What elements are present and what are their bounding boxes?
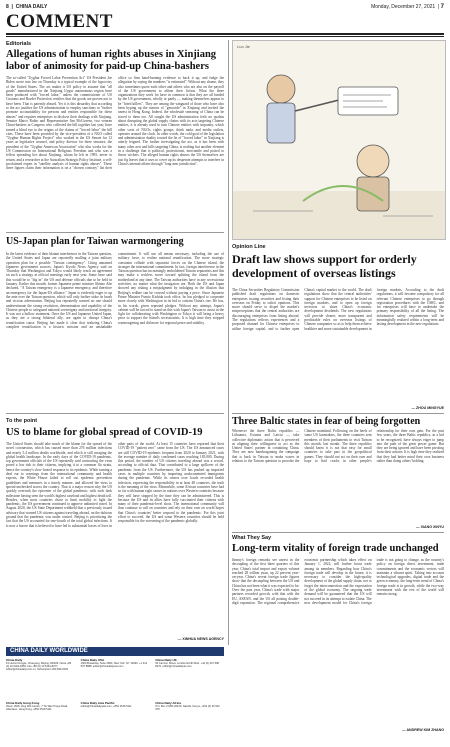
- divider: [6, 413, 224, 414]
- cartoon-illustration: [233, 41, 445, 239]
- editorial-2-headline: US-Japan plan for Taiwan warmongering: [6, 236, 184, 247]
- to-the-point-credit: — XINHUA NEWS AGENCY: [177, 637, 224, 641]
- contact-block: China Daily UK 90 Cannon Street, London EC4N 6HA, +44 (0) 207 398 8270, editor@chinadailyuk.com: [155, 659, 219, 669]
- page-number-right: 7: [440, 4, 444, 10]
- contact-block: China Daily 15 Huixin Dongjie, Chaoyang, Beijing 100029, News +86 (0) 10 6491-8366, Fax +86 (0) 10 6491-8377, editor@chinadaily.com.cn, Subscription 400 699-0203: [6, 659, 72, 672]
- to-the-point-headline: US to blame for global spread of COVID-19: [6, 427, 203, 438]
- editorial-cartoon: [232, 40, 446, 240]
- divider: [232, 532, 444, 533]
- baltic-body: Whenever the three Baltic republics — Lithuania, Estonia and Latvia — take collective diplomatic action that is perceived as aligning their willingness to act as the United States' partner in containing China. They are now bandwagoning the campaign that is back in Taiwan to make waves in relation to the Taiwan question to provoke the Chinese mainland. Following on the heels of some US lawmakers, the three countries sent members of their parliaments to visit Taiwan this month, last month. The three republics should know it is not that easy for small countries to take part in the geopolitical games. They should not act on their own and hope to find cracks in other people's relationship for their own gain. For the past few years, the three Baltic republics, in a bid to be recognized, have always eager to jump into the path of the great power game. But they are being ignored and have been pivoting from their actions. It is high time they realized that they had better mind their own business rather than doing others' bidding.: [232, 429, 444, 464]
- editorials-kicker: Editorials: [6, 41, 32, 47]
- what-they-say-credit: — ANDREW KIM ZHANG: [402, 728, 444, 732]
- worldwide-title: CHINA DAILY WORLDWIDE: [10, 648, 88, 654]
- opinion-body: The China Securities Regulatory Commission published draft regulations on domestic enterprises issuing securities and listing their overseas on Friday to solicit opinions. This move should serve to dispel the market's misperceptions that the central authorities are discouraging enterprises from listing abroad. The regulations reflects experiences and a proposed channel for Chinese enterprises to utilize foreign capital, and to further open China's capital market to the world. The draft regulations show that the central authorities' support for Chinese enterprises to be listed on foreign markets, and to open up foreign investors to share China's economic development dividends. The new regulations will provide clearer, more transparent and predictable rules on overseas listings of Chinese companies so as to help them achieve healthier and more sustainable development in foreign markets. According to the draft regulations, it will become compulsory for all relevant Chinese enterprises to go through registration procedures with the CSRC, and for enterprises will have to undertake the primary responsibility of all the listing. The information safety requirements will be meaningfully realized within a long-term and lasting development in the new regulations.: [232, 288, 444, 331]
- what-they-say-headline: Long-term vitality of foreign trade unchanged: [232, 543, 439, 554]
- contact-block: China Daily Asia Pacific editor@chinadailyasia.com, +852 2518 5111: [80, 701, 132, 709]
- paper-name: CHINA DAILY: [15, 4, 48, 10]
- section-rule: [6, 33, 444, 35]
- opinion-headline: Draft law shows support for orderly development of overseas listings: [232, 252, 417, 280]
- contact-block: China Daily USA 1500 Broadway, Suite 2800, New York, NY 10036, +1 212 537 8888, editor@chinadailyusa.com: [80, 659, 148, 669]
- contact-block: China Daily Hong Kong Room 1818, Hing Wai Centre, 7 Tin Wan Praya Road, Aberdeen, Hong Kong, +852 2518 5111: [6, 701, 68, 712]
- opinion-kicker: Opinion Line: [232, 244, 266, 250]
- worldwide-contacts: [6, 659, 224, 739]
- editorial-1-headline: Allegations of human rights abuses in Xinjiang labor of animosity for paid-up China-bashers: [6, 49, 217, 73]
- issue-date: Monday, December 27, 2021: [371, 4, 436, 10]
- section-rule-thin: [6, 36, 444, 37]
- what-they-say-body: Jimmy's foreign remarks see unrest in the decoupling of the first three quarters of this year, China's total import and export volume reached 28 trillion yuan, up 22 percent year-on-year. China's recent foreign trade figures show that the decoupling between the US and China has not been what it was expected to be. Over the past year, China's trade with major partners recorded growth, with that with the EU, ASEAN, and the US all posting double-digit expansion. The regional comprehensive economic partnership which takes effect on January 1, 2022, will further boost trade among its members. Regarding how China's foreign trade will develop in the future, it is necessary to consider the high-quality development of the global supply chain, not to forget the interconnection and the expectation of the global economy. The ongoing trade demand will be guaranteed that the US will not succeed in its attempt to isolate China. The new development model for China's foreign trade is not going to change, as the country's policy on foreign direct investment, trade commitments and the economic sectors will maintain a vibrant spirit. Taking into account technological upgrades, digital trade and the green economy, the long-term trend of China's foreign trade is in growth, while the two-way investment with the rest of the world will remain strong.: [232, 558, 444, 605]
- divider: [232, 413, 444, 414]
- editorial-1-body: The so-called "Uyghur Forced Labor Prevention Act" US President Joe Biden wrote into law on Thursday is a typical example of the hypocrisy of the United States. The act makes it US policy to assume that "all goods" manufactured in the Xinjiang Uygur autonomous region have been produced with "forced labor," unless the commissioner of US Customs and Border Protection certifies that the goods are proven not to have been. That is patently absurd. Yet it is this absurdity that according to the act justifies the US administration to employ sanctions to "further promote accountability for persons and entities responsible for these abuses" and requires enterprises to disclose their dealings with Xinjiang. Senator Marco Rubio and Representative Jim McGovern, two veteran China-bashers in Congress who collected the bill together last year, have turned a blind eye to the origins of the claims of "forced labor" the bill cites. These have been provided by the vice-president of a NGO called "Uyghur Human Rights Project" who worked in the US Senate for 12 years as legislative counsel, and policy director for three senators; the president of the "Uyghur American Association" who also works for the US Commission on International Religious Freedom and who was a fellow spreading lies about Xinjiang, whom he left in 1995, never to return, and a researcher at the Australian Strategic Policy Institute, a self-proclaimed expert in "satellite analysis of human rights abuses". These three figures claim their information is on a "chosen contrary" list their office so firm hand-burning evidence to back it up, and fudge the allegation by saying the numbers "is estimated". Without any shame, they also sometimes quote each other and others who are also on the payroll of the US government to affirm their fiction. What the three organizations they work for have in common is that they are all funded by the US government, wholly or partly — making themselves appear to be "hired killers". They are among the vanguard of those who have also been hyping up the rumors of "genocide" in Xinjiang and invited the unrest in Hong Kong. Indeed, the wholesale smearing of China can be traced to them too. All sought the US administration feels no qualms about disrupting the global supply chains with its acts targeting Chinese entities, it is already used to turn Chinese entities with impunity, which other sorts of NGOs, rights groups, think tanks and media outlets, operates around the clock. In other words, the cold goal of the legislation and administration duality toward the lie of "forced labor" in Xinjiang is utterly feigned. The further investigating the act, as it has been with many other acts and bills targeting China, is nothing but another element in a challenge that is political, protectionist, mercantile and poised to throw wickets. The alleged human rights abuses the US themselves are just fig leaves that it uses to cover up its desperate attempts to interfere in China's internal affairs through "long-arm jurisdiction".: [6, 76, 224, 171]
- divider: [6, 232, 224, 233]
- to-the-point-body: The United States should take much of the blame for the spread of the novel coronavirus, which has caused more than 276 million infections and nearly 5.4 million deaths worldwide, and which is still ravaging the global health landscape. In the early days of the COVID-19 pandemic, top government officials of the US repeatedly said contracting the virus posed a low risk to their citizens, implying it to a common flu strain, hence the country's slow-footed response to its epidemic. While turning a deaf ear to warnings from the international community and health experts, the White House failed to roll out epidemic prevention guidelines and measures in a timely manner, and allowed the virus to spread unchecked across the country. That is a major reason why the US quickly overtook the epicenter of the global pandemic, with each dark milestone having seen the world's highest caseload and highest death toll. Besides, when most countries chose to limit mobility to fight the pandemic, the US government continued to approve unlimited travel. In August 2020, the US State Department withheld that a previously issued advisory that warned US citizens against traveling abroad, on the dubious ground that the pandemic was under control. Beijing is prioritizing the fact that the US accounted for one-fourth of the total global infections. It is now a horror that is believed to have led to substantial losses of lives in other parts of the world. At least 15 countries have reported that their COVID-19 "patient zero" came from the US. The US announced cases are still COVID-19 epidemic frequent from 2020 to January 2021, with the average number of daily confirmed cases reaching 185,000. During this period, the number of US citizens traveling abroad was a record, according to official data. That contributed to a large spillover of the pandemic from the US. Furthermore, the US has pushed up imported cases in multiple countries by importing undocumented immigrants during the pandemic. While its crimes over locals recorded health infection, expressing the responsibility in at least 48 countries, the truth is the meaning of the virus. Meanwhile, some African countries have had so far with human right causes in nations over Western countries because they will have stopped by the time they can be administered. This is because the US and its allies have fully vaccinated their citizens with many of their pandemic-level shots. The international community will thus continue to call on countries and rely on their own on world hopes that China's countries' better respond to the pandemic. For this joint effort to succeed, the US and some Western countries should be held responsible for the worsening of the pandemic globally.: [6, 442, 224, 528]
- page-number: 8: [6, 4, 9, 10]
- opinion-credit: — ZHOU MINGYUE: [411, 406, 444, 410]
- cartoon-credit: Luo Jie: [237, 44, 250, 49]
- editorial-2-body: In the latest evidence of their blatant interference in the Taiwan question, the United States and Japan are reportedly mulling a joint military operation plan for a possible "Taiwan contingency". Citing unnamed Japanese government sources, Japan's Kyodo News Agency said on Thursday that Washington and Tokyo would likely reach an agreement on such a strategy at official meetings early next year. Some have said this would be to "dig in" the US and defense officials due to be held in January. Earlier this month, former Japanese prime minister Shinzo Abe declared, "A Taiwan emergency is a Japanese emergency, and therefore an emergency for the Japan-US alliance." Japan is evidently eager to up the ante over the Taiwan question, which will only further stoke its brash and vicious adventurism. Beijing has repeatedly warned no one should underestimate the strong resolution, determination and capability of the Chinese people to safeguard national sovereignty and territorial integrity. It was not a hollow statement. Once the US and Japanese United Japan, as they are a strong bilateral ally, are again to disrupt China's reunification cause. Beijing has made it clear that realizing China's complete reunification is a historic mission and an unshakable commitment. It will use all means necessary, including the use of military force, to realize national reunification. The more strategic constraint collude with separatist forces on the Chinese island, the stronger the international commitment. In fact, foreign interference in the Taiwan question has increasingly emboldened Taiwan separatists and this may make a reckless move toward splitting the island from the motherland at any time. The Taiwan authorities have in any secessionist activities, no matter what the instigators are. Both the US and Japan showed any risking a misjudgment by indulging in the illusion that Beijing's redline can be crossed without paying a price. Since Japanese Prime Minister Fumio Kishida took office, he has pledged to cooperate more closely with Washington in its bid to contain China's rise. He has, in his words, given repeated pledges. Without any attempt, Japan's cabinet will be forced to stand on this with Japan's Taiwan to assist in the fight for collaborating with Washington or Tokyo it will bring a heavy price to support the island's secessionists. It is high time they stopped warmongering and did more for regional peace and stability.: [6, 252, 224, 330]
- to-the-point-kicker: To the point: [6, 418, 38, 424]
- worldwide-banner: [6, 647, 224, 656]
- page-folio-right: Monday, December 27, 2021 | 7: [371, 4, 444, 10]
- section-title: COMMENT: [6, 11, 113, 32]
- contact-block: China Daily Africa P.O. Box 27281-00100, Nairobi, Kenya, +254 (0) 20 522 675: [155, 701, 220, 712]
- baltic-headline: Three Baltic states in fear of being forgotten: [232, 416, 421, 427]
- column-divider: [228, 40, 229, 645]
- baltic-credit: — XIANG XINYU: [416, 525, 444, 529]
- what-they-say-kicker: What They Say: [232, 535, 272, 541]
- page-folio-left: 8 | CHINA DAILY: [6, 4, 48, 10]
